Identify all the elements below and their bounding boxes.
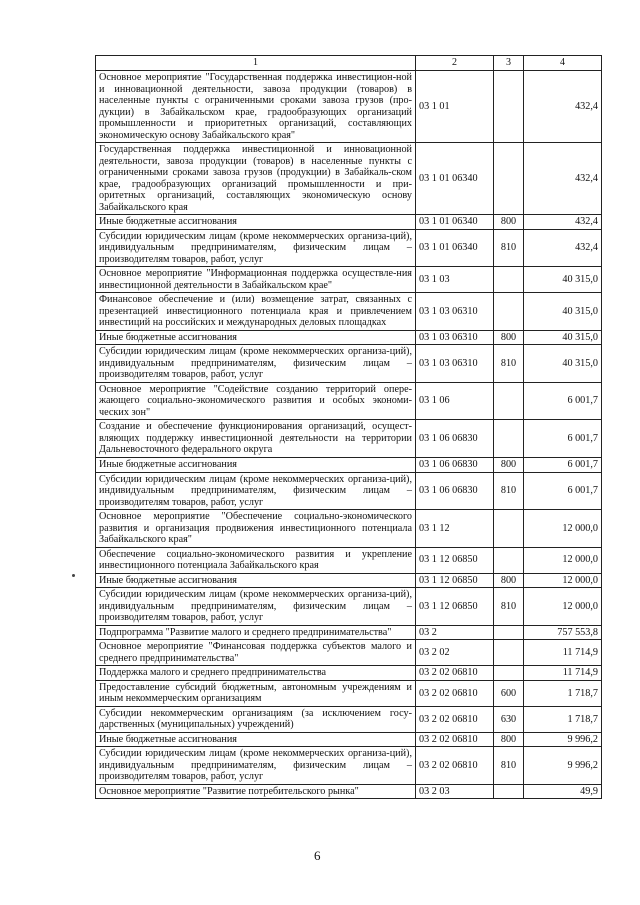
code-cell: 03 2 02 06810 [416,680,494,706]
amount-cell: 6 001,7 [524,420,602,458]
table-row [96,382,602,420]
amount-cell: 40 315,0 [524,293,602,331]
table-row [96,229,602,267]
amount-cell: 9 996,2 [524,747,602,785]
table-row [96,472,602,510]
code-cell: 03 1 06 [416,382,494,420]
amount-cell: 6 001,7 [524,457,602,472]
type-cell [494,666,524,681]
header-cell-4: 4 [524,56,602,71]
scan-speck [72,574,75,577]
code-cell: 03 2 03 [416,784,494,799]
code-cell: 03 2 02 06810 [416,706,494,732]
code-cell: 03 1 03 06310 [416,345,494,383]
code-cell: 03 1 12 06850 [416,588,494,626]
table-row [96,680,602,706]
type-cell: 800 [494,732,524,747]
table-row [96,732,602,747]
amount-cell: 432,4 [524,229,602,267]
amount-cell: 40 315,0 [524,330,602,345]
type-cell [494,784,524,799]
type-cell [494,625,524,640]
code-cell: 03 1 01 06340 [416,143,494,215]
table-row [96,71,602,143]
code-cell: 03 1 12 06850 [416,547,494,573]
table-row [96,625,602,640]
code-cell: 03 1 03 06310 [416,293,494,331]
description-cell: Основное мероприятие "Развитие потребительского рынка" [96,784,416,799]
table-row [96,330,602,345]
amount-cell: 12 000,0 [524,510,602,548]
header-cell-1: 1 [96,56,416,71]
amount-cell: 11 714,9 [524,666,602,681]
budget-table-body [96,56,602,799]
amount-cell: 432,4 [524,143,602,215]
code-cell: 03 1 06 06830 [416,457,494,472]
type-cell [494,267,524,293]
table-row [96,666,602,681]
description-cell: Субсидии некоммерческим организациям (за исключением госу-дарственных (муниципальных) учреждений) [96,706,416,732]
table-row [96,784,602,799]
table-row [96,267,602,293]
amount-cell: 6 001,7 [524,472,602,510]
type-cell [494,510,524,548]
amount-cell: 1 718,7 [524,706,602,732]
type-cell: 810 [494,472,524,510]
amount-cell: 12 000,0 [524,547,602,573]
table-header-row [96,56,602,71]
code-cell: 03 1 03 [416,267,494,293]
description-cell: Финансовое обеспечение и (или) возмещение затрат, связанных с презентацией инвестиционного потенциала края и привлечением инвестиций на российских и международных деловых площадках [96,293,416,331]
description-cell: Основное мероприятие "Содействие созданию территорий опере-жающего социально-экономического развития и особых экономи-ческих зон" [96,382,416,420]
description-cell: Субсидии юридическим лицам (кроме некоммерческих организа-ций), индивидуальным предпринимателям, физическим лицам – производителям товаров, работ, услуг [96,588,416,626]
table-row [96,215,602,230]
amount-cell: 12 000,0 [524,573,602,588]
type-cell: 810 [494,229,524,267]
budget-table [95,55,602,799]
header-cell-3: 3 [494,56,524,71]
type-cell [494,143,524,215]
amount-cell: 40 315,0 [524,267,602,293]
code-cell: 03 1 01 06340 [416,215,494,230]
table-row [96,293,602,331]
description-cell: Субсидии юридическим лицам (кроме некоммерческих организа-ций), индивидуальным предпринимателям, физическим лицам – производителям товаров, работ, услуг [96,747,416,785]
type-cell: 810 [494,588,524,626]
table-row [96,588,602,626]
code-cell: 03 2 [416,625,494,640]
table-row [96,706,602,732]
description-cell: Основное мероприятие "Информационная поддержка осуществле-ния инвестиционной деятельности в Забайкальском крае" [96,267,416,293]
type-cell [494,547,524,573]
type-cell: 800 [494,215,524,230]
type-cell: 810 [494,747,524,785]
amount-cell: 49,9 [524,784,602,799]
table-row [96,457,602,472]
type-cell: 800 [494,457,524,472]
description-cell: Основное мероприятие "Обеспечение социально-экономического развития и организация продвижения инвестиционного потенциала Забайкальского края" [96,510,416,548]
description-cell: Основное мероприятие "Финансовая поддержка субъектов малого и среднего предпринимательства" [96,640,416,666]
type-cell [494,71,524,143]
description-cell: Иные бюджетные ассигнования [96,215,416,230]
amount-cell: 432,4 [524,71,602,143]
description-cell: Иные бюджетные ассигнования [96,732,416,747]
amount-cell: 432,4 [524,215,602,230]
type-cell [494,640,524,666]
code-cell: 03 1 06 06830 [416,472,494,510]
table-row [96,747,602,785]
table-row [96,510,602,548]
description-cell: Иные бюджетные ассигнования [96,573,416,588]
code-cell: 03 2 02 [416,640,494,666]
table-row [96,547,602,573]
amount-cell: 9 996,2 [524,732,602,747]
code-cell: 03 2 02 06810 [416,747,494,785]
type-cell: 800 [494,330,524,345]
amount-cell: 40 315,0 [524,345,602,383]
code-cell: 03 2 02 06810 [416,732,494,747]
description-cell: Государственная поддержка инвестиционной и инновационной деятельности, завоза продукции (товаров) в населенные пункты с ограниченными сроками завоза грузов (продукции) в Забайкаль-ском крае, градообразующих организаций промышленности и при-оритетных организаций, составляющих экономическую основу Забайкальского края [96,143,416,215]
header-cell-2: 2 [416,56,494,71]
description-cell: Иные бюджетные ассигнования [96,457,416,472]
page-number: 6 [314,848,321,863]
table-row [96,345,602,383]
table-row [96,640,602,666]
code-cell: 03 1 12 06850 [416,573,494,588]
description-cell: Предоставление субсидий бюджетным, автономным учреждениям и иным некоммерческим организациям [96,680,416,706]
description-cell: Обеспечение социально-экономического развития и укрепление инвестиционного потенциала Забайкальского края [96,547,416,573]
type-cell [494,382,524,420]
description-cell: Подпрограмма "Развитие малого и среднего предпринимательства" [96,625,416,640]
amount-cell: 6 001,7 [524,382,602,420]
description-cell: Субсидии юридическим лицам (кроме некоммерческих организа-ций), индивидуальным предпринимателям, физическим лицам – производителям товаров, работ, услуг [96,345,416,383]
code-cell: 03 1 12 [416,510,494,548]
code-cell: 03 1 01 06340 [416,229,494,267]
description-cell: Поддержка малого и среднего предпринимательства [96,666,416,681]
type-cell: 630 [494,706,524,732]
code-cell: 03 2 02 06810 [416,666,494,681]
amount-cell: 757 553,8 [524,625,602,640]
description-cell: Создание и обеспечение функционирования организаций, осущест-вляющих поддержку инвестиционной деятельности на территории Дальневосточного федерального округа [96,420,416,458]
description-cell: Субсидии юридическим лицам (кроме некоммерческих организа-ций), индивидуальным предпринимателям, физическим лицам – производителям товаров, работ, услуг [96,229,416,267]
table-row [96,420,602,458]
code-cell: 03 1 06 06830 [416,420,494,458]
type-cell [494,293,524,331]
type-cell: 810 [494,345,524,383]
code-cell: 03 1 01 [416,71,494,143]
description-cell: Субсидии юридическим лицам (кроме некоммерческих организа-ций), индивидуальным предпринимателям, физическим лицам – производителям товаров, работ, услуг [96,472,416,510]
amount-cell: 1 718,7 [524,680,602,706]
type-cell: 600 [494,680,524,706]
description-cell: Иные бюджетные ассигнования [96,330,416,345]
code-cell: 03 1 03 06310 [416,330,494,345]
table-row [96,143,602,215]
description-cell: Основное мероприятие "Государственная поддержка инвестицион-ной и инновационной деятельности, завоза продукции (товаров) в населенные пункты с ограниченными сроками завоза грузов (про-дукции) в Забайкальском крае, градообразующих организаций промышленности и приоритетных организаций, составляющих экономическую основу Забайкальского края" [96,71,416,143]
type-cell: 800 [494,573,524,588]
type-cell [494,420,524,458]
table-row [96,573,602,588]
amount-cell: 12 000,0 [524,588,602,626]
amount-cell: 11 714,9 [524,640,602,666]
